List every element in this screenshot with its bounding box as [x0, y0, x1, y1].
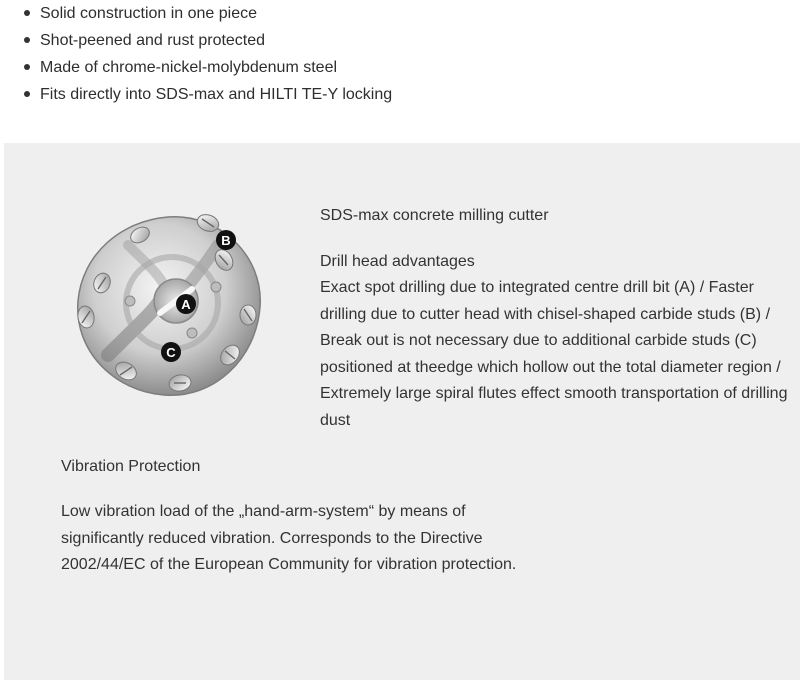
vibration-title: Vibration Protection [61, 458, 201, 475]
feature-item: Fits directly into SDS-max and HILTI TE-Y locking [20, 81, 392, 108]
vibration-text: Low vibration load of the „hand-arm-system“ by means of significantly reduced vibration. Corresponds to the Directive 2002/44/EC of the European Community for vibration protection. [61, 503, 517, 573]
label-c-badge [161, 342, 181, 362]
milling-cutter-image [68, 205, 268, 405]
advantages-text: Exact spot drilling due to integrated centre drill bit (A) / Faster drilling due to cutter head with chisel-shaped carbide studs (B) / Break out is not necessary due to additional carbide studs (C) positioned at theedge which hollow out the total diameter region / Extremely large spiral flutes effect smooth transportation of drilling dust [320, 279, 788, 429]
svg-text:A: A [181, 297, 191, 312]
feature-item: Shot-peened and rust protected [20, 27, 392, 54]
feature-item: Solid construction in one piece [20, 0, 392, 27]
svg-text:C: C [166, 345, 176, 360]
feature-item: Made of chrome-nickel-molybdenum steel [20, 54, 392, 81]
svg-text:B: B [221, 233, 231, 248]
label-b-badge [216, 230, 236, 250]
label-a-badge [176, 294, 196, 314]
product-caption: SDS-max concrete milling cutter [320, 207, 549, 224]
feature-list [20, 0, 392, 108]
advantages-title: Drill head advantages [320, 253, 475, 270]
